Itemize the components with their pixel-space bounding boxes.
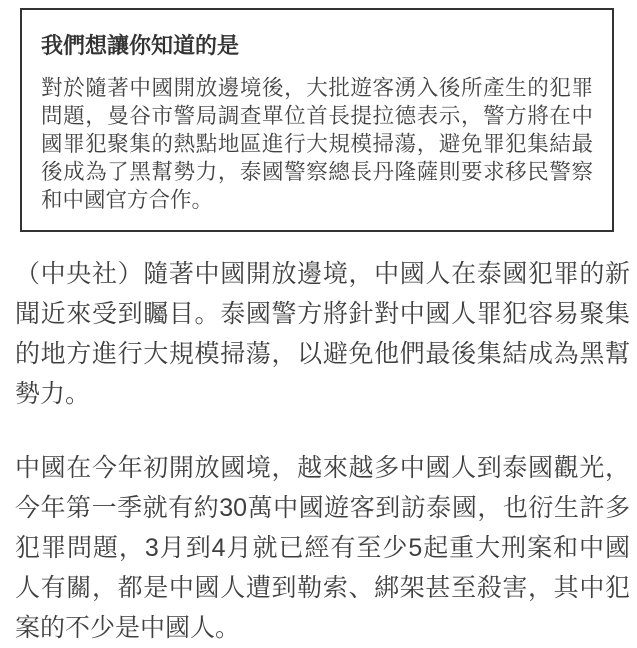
article-paragraph: （中央社）隨著中國開放邊境，中國人在泰國犯罪的新聞近來受到矚目。泰國警方將針對中國人罪犯容易聚集的地方進行大規模掃蕩，以避免他們最後集結成為黑幫勢力。 <box>15 260 630 408</box>
summary-box-heading: 我們想讓你知道的是 <box>41 33 240 58</box>
summary-box-text: 對於隨著中國開放邊境後，大批遊客湧入後所產生的犯罪問題，曼谷市警局調查單位首長提拉德表示，警方將在中國罪犯聚集的熱點地區進行大規模掃蕩，避免罪犯集結最後成為了黑幫勢力，泰國警察總長丹隆薩則要求移民警察和中國官方合作。 <box>41 76 593 212</box>
article-paragraph: 中國在今年初開放國境，越來越多中國人到泰國觀光，今年第一季就有約30萬中國遊客到訪泰國，也衍生許多犯罪問題，3月到4月就已經有至少5起重大刑案和中國人有關，都是中國人遭到勒索、綁架甚至殺害，其中犯案的不少是中國人。 <box>15 454 630 642</box>
summary-box <box>20 8 614 232</box>
article-body <box>15 254 630 648</box>
